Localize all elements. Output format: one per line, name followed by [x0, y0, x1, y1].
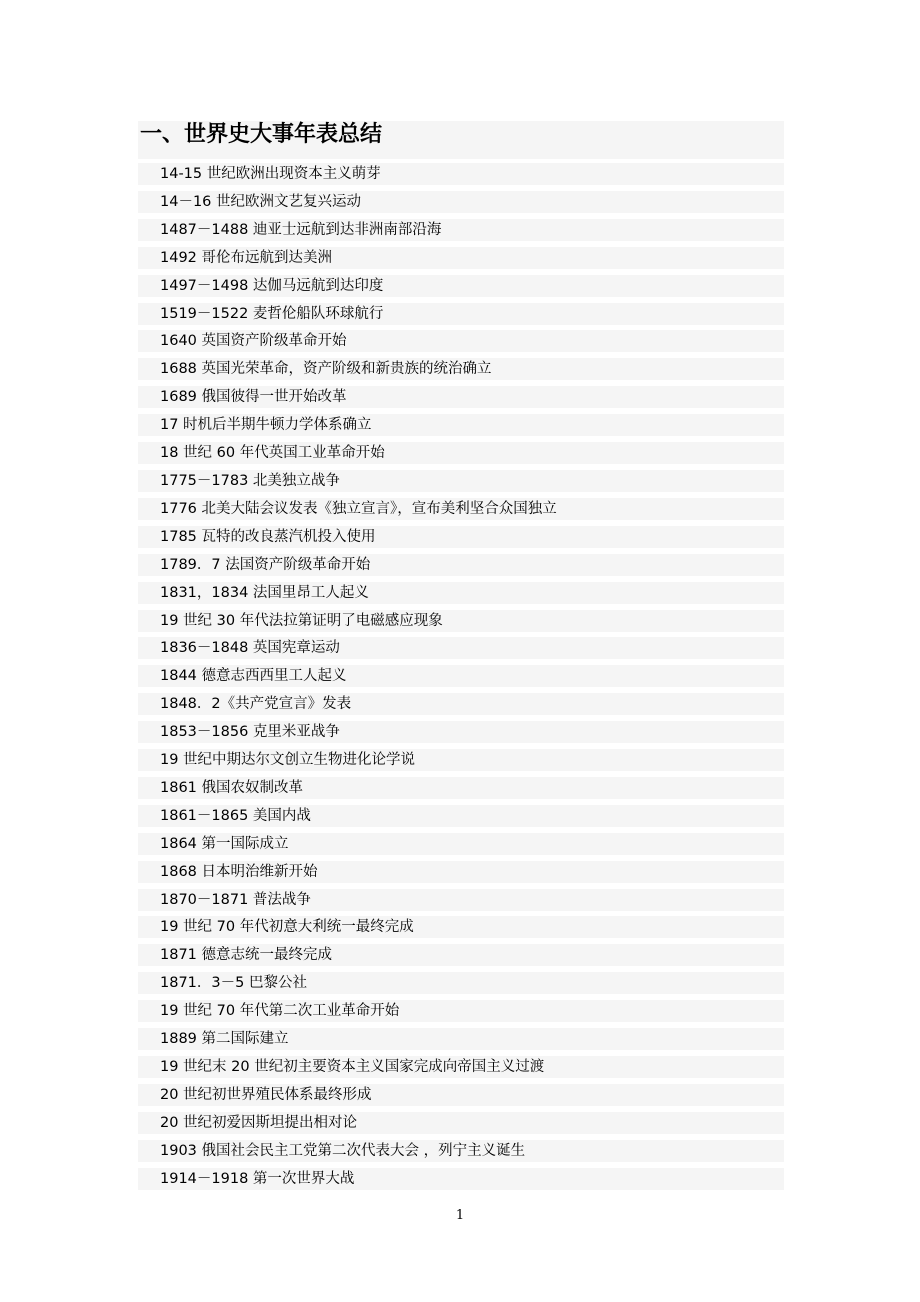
- timeline-entry: 1864 第一国际成立: [138, 833, 784, 855]
- timeline-entry: 1775－1783 北美独立战争: [138, 470, 784, 492]
- timeline-entry: 1492 哥伦布远航到达美洲: [138, 247, 784, 269]
- event-timeline-list: [138, 163, 784, 1190]
- timeline-entry: 1871．3－5 巴黎公社: [138, 972, 784, 994]
- timeline-entry: 20 世纪初世界殖民体系最终形成: [138, 1084, 784, 1106]
- timeline-entry: 1914－1918 第一次世界大战: [138, 1168, 784, 1190]
- timeline-entry: 1836－1848 英国宪章运动: [138, 637, 784, 659]
- timeline-entry: 19 世纪 70 年代第二次工业革命开始: [138, 1000, 784, 1022]
- timeline-entry: 1870－1871 普法战争: [138, 889, 784, 911]
- timeline-entry: 1831，1834 法国里昂工人起义: [138, 582, 784, 604]
- timeline-entry: 17 时机后半期牛顿力学体系确立: [138, 414, 784, 436]
- timeline-entry: 14－16 世纪欧洲文艺复兴运动: [138, 191, 784, 213]
- timeline-entry: 1689 俄国彼得一世开始改革: [138, 386, 784, 408]
- timeline-entry: 1871 德意志统一最终完成: [138, 944, 784, 966]
- timeline-entry: 14-15 世纪欧洲出现资本主义萌芽: [138, 163, 784, 185]
- document-body: [138, 121, 784, 1196]
- timeline-entry: 1844 德意志西西里工人起义: [138, 665, 784, 687]
- timeline-entry: 1903 俄国社会民主工党第二次代表大会 ，列宁主义诞生: [138, 1140, 784, 1162]
- timeline-entry: 1785 瓦特的改良蒸汽机投入使用: [138, 526, 784, 548]
- timeline-entry: 1487－1488 迪亚士远航到达非洲南部沿海: [138, 219, 784, 241]
- timeline-entry: 1861－1865 美国内战: [138, 805, 784, 827]
- timeline-entry: 19 世纪中期达尔文创立生物进化论学说: [138, 749, 784, 771]
- timeline-entry: 20 世纪初爱因斯坦提出相对论: [138, 1112, 784, 1134]
- timeline-entry: 1640 英国资产阶级革命开始: [138, 330, 784, 352]
- timeline-entry: 1519－1522 麦哲伦船队环球航行: [138, 303, 784, 325]
- timeline-entry: 19 世纪 30 年代法拉第证明了电磁感应现象: [138, 610, 784, 632]
- timeline-entry: 1848．2《共产党宣言》发表: [138, 693, 784, 715]
- timeline-entry: 1861 俄国农奴制改革: [138, 777, 784, 799]
- timeline-entry: 1868 日本明治维新开始: [138, 861, 784, 883]
- timeline-entry: 1889 第二国际建立: [138, 1028, 784, 1050]
- section-heading: 一、世界史大事年表总结: [138, 121, 784, 159]
- timeline-entry: 1497－1498 达伽马远航到达印度: [138, 275, 784, 297]
- timeline-entry: 19 世纪 70 年代初意大利统一最终完成: [138, 916, 784, 938]
- timeline-entry: 18 世纪 60 年代英国工业革命开始: [138, 442, 784, 464]
- page-number: 1: [455, 1208, 465, 1223]
- timeline-entry: 1688 英国光荣革命，资产阶级和新贵族的统治确立: [138, 358, 784, 380]
- timeline-entry: 1789．7 法国资产阶级革命开始: [138, 554, 784, 576]
- timeline-entry: 1853－1856 克里米亚战争: [138, 721, 784, 743]
- timeline-entry: 19 世纪末 20 世纪初主要资本主义国家完成向帝国主义过渡: [138, 1056, 784, 1078]
- timeline-entry: 1776 北美大陆会议发表《独立宣言》，宣布美利坚合众国独立: [138, 498, 784, 520]
